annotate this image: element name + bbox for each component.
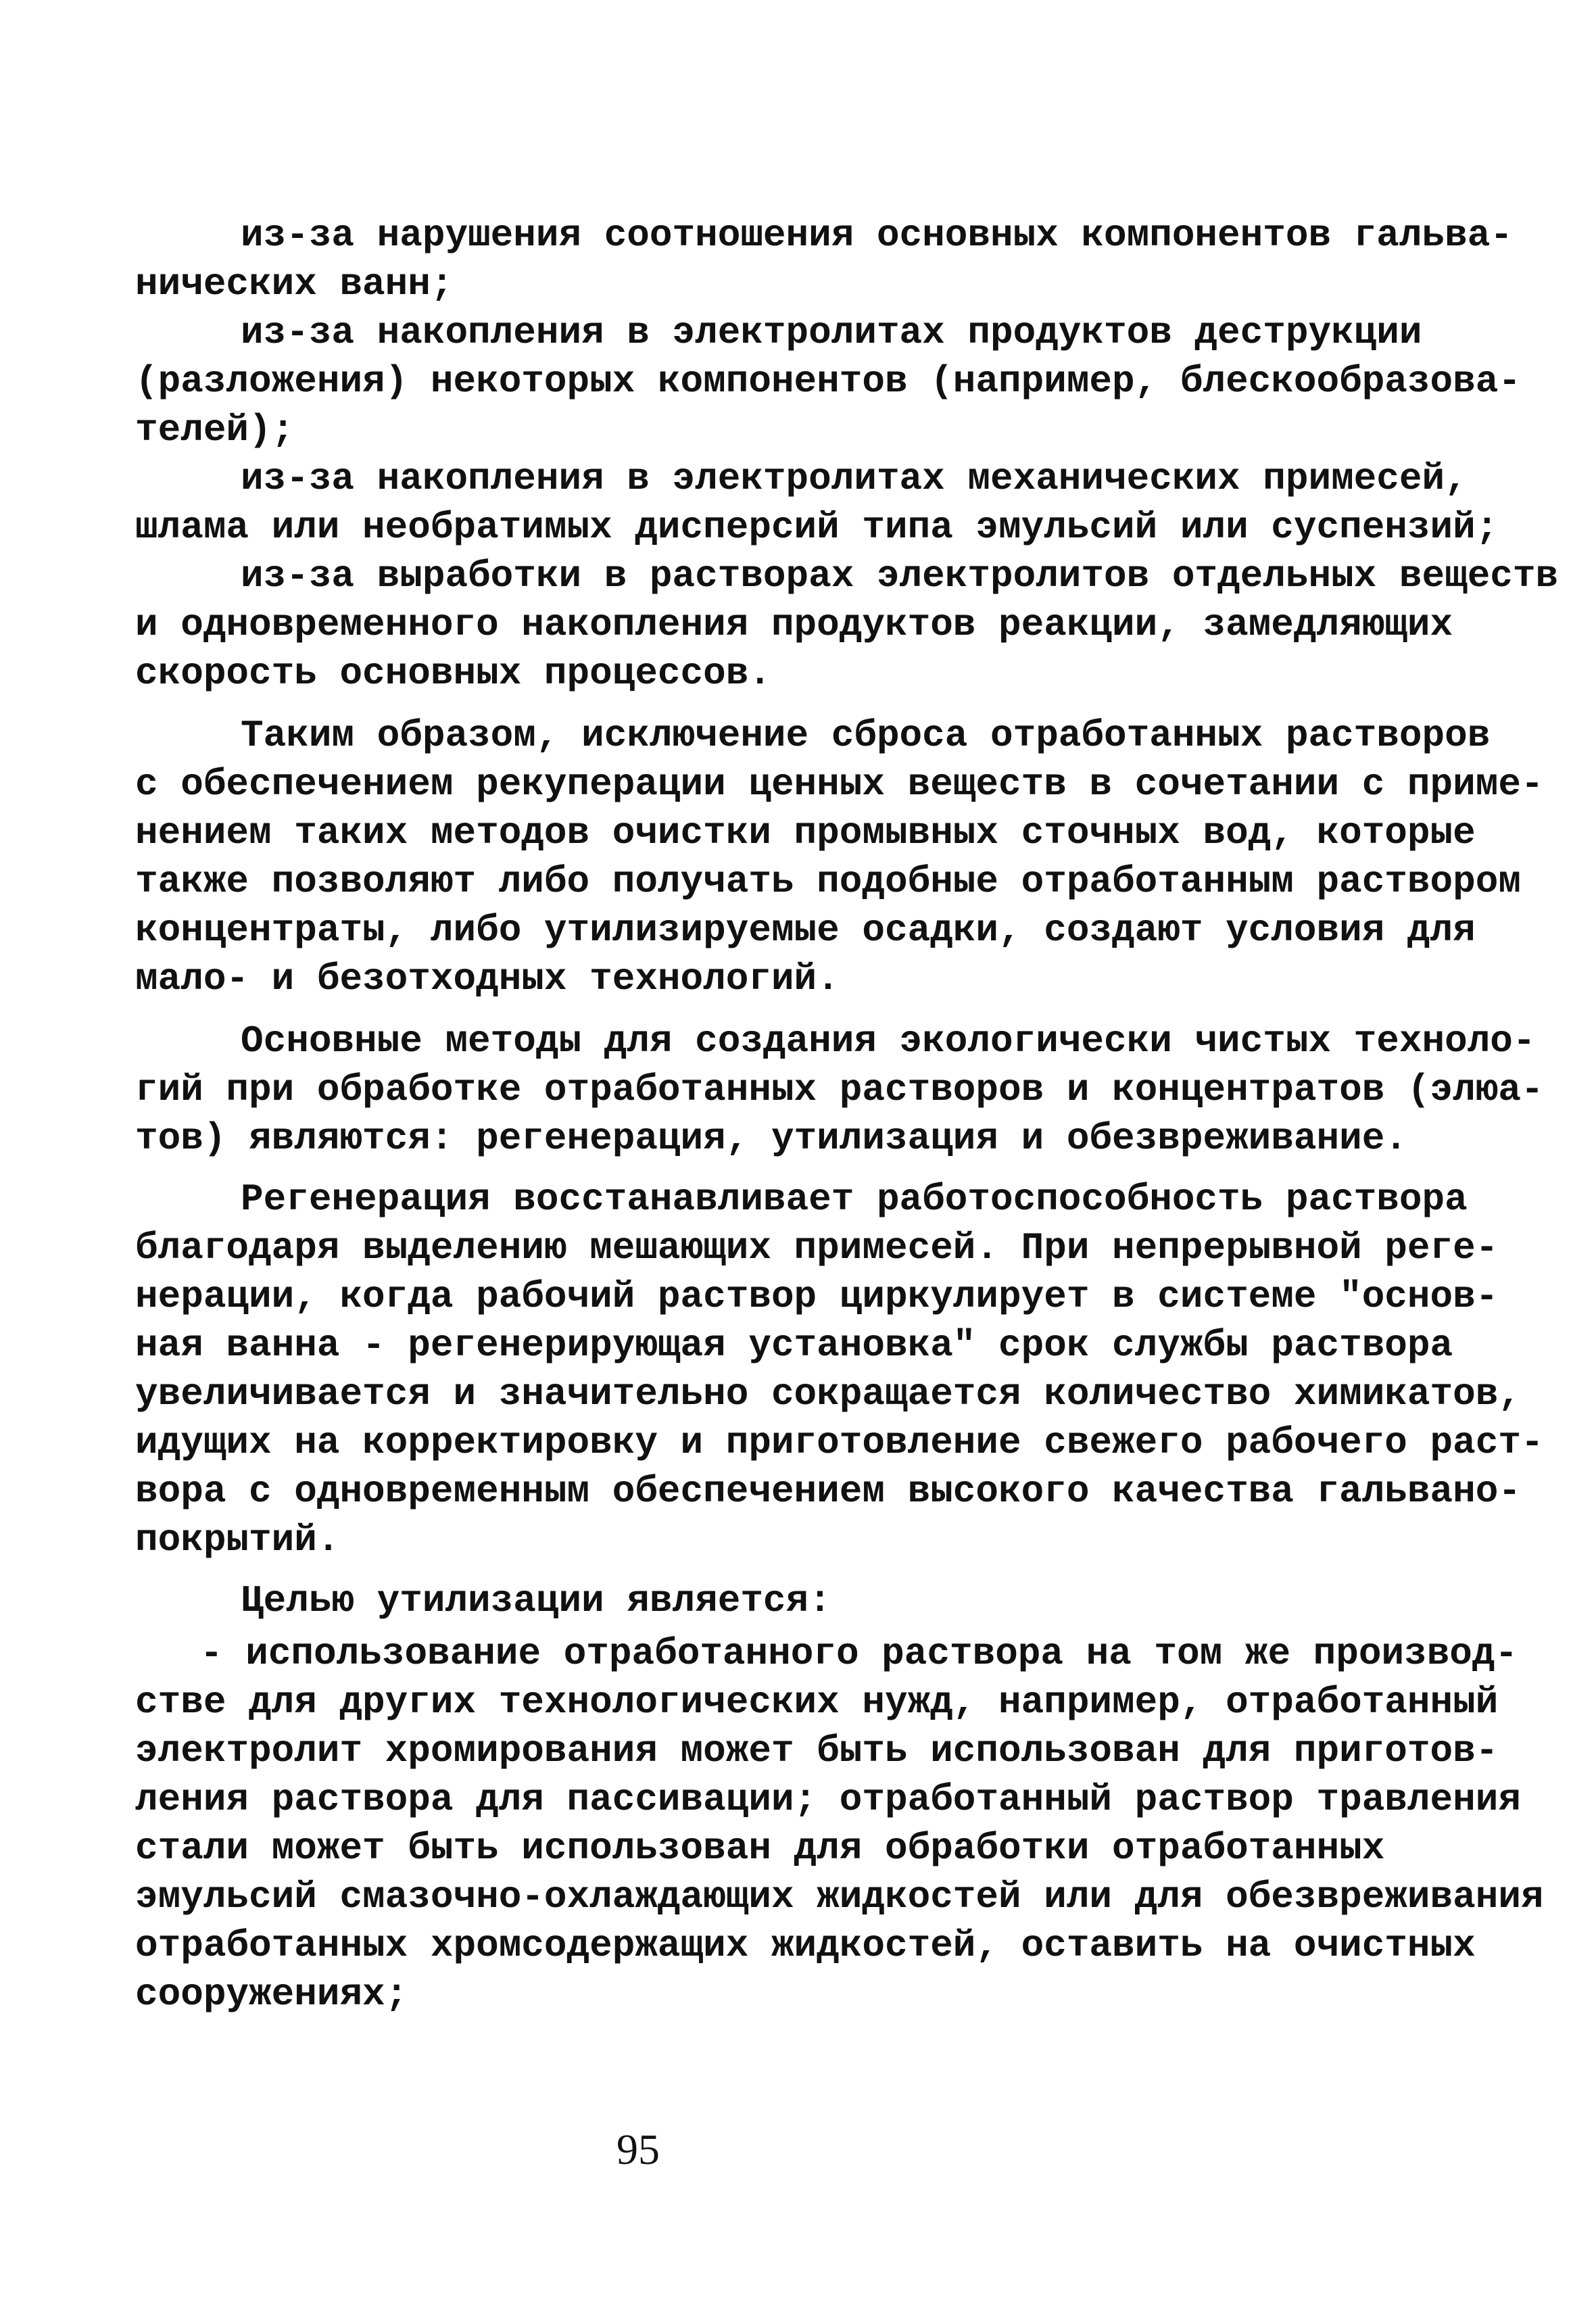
page-number: 95 [616,2125,660,2173]
text-line: идущих на корректировку и приготовление свежего рабочего раст- [135,1421,1544,1464]
text-line: стали может быть использован для обработки отработанных [135,1827,1385,1870]
text-line: тов) являются: регенерация, утилизация и обезвреживание. [135,1117,1407,1160]
text-line: концентраты, либо утилизируемые осадки, создают условия для [135,909,1476,952]
text-line: - использование отработанного раствора на том же производ- [200,1632,1518,1675]
text-line: увеличивается и значительно сокращается количество химикатов, [135,1372,1521,1416]
text-line: Регенерация восстанавливает работоспособность раствора [241,1178,1468,1221]
text-line: отработанных хромсодержащих жидкостей, оставить на очистных [135,1924,1476,1967]
text-line: нением таких методов очистки промывных сточных вод, которые [135,811,1476,854]
text-line: Таким образом, исключение сброса отработанных растворов [241,714,1491,757]
text-line: шлама или необратимых дисперсий типа эмульсий или суспензий; [135,506,1499,549]
text-line: благодаря выделению мешающих примесей. При непрерывной реге- [135,1226,1499,1270]
text-line: покрытий. [135,1518,340,1562]
text-line: ления раствора для пассивации; отработанный раствор травления [135,1778,1521,1821]
text-line: из-за нарушения соотношения основных компонентов гальва- [241,214,1513,257]
text-line: вора с одновременным обеспечением высокого качества гальвано- [135,1470,1521,1513]
text-line: мало- и безотходных технологий. [135,957,840,1000]
text-line: Целью утилизации является: [241,1579,831,1622]
text-line: из-за накопления в электролитах механических примесей, [241,457,1468,500]
text-line: электролит хромирования может быть использован для приготов- [135,1729,1499,1772]
text-line: сооружениях; [135,1973,408,2016]
text-line: нических ванн; [135,262,454,306]
text-line: из-за накопления в электролитах продуктов деструкции [241,311,1422,354]
text-line: из-за выработки в растворах электролитов отдельных веществ [241,554,1559,598]
text-line: телей); [135,408,295,452]
text-line: нерации, когда рабочий раствор циркулирует в системе "основ- [135,1275,1499,1318]
text-line: скорость основных процессов. [135,652,771,695]
text-line: стве для других технологических нужд, например, отработанный [135,1681,1499,1724]
text-line: ная ванна - регенерирующая установка" срок службы раствора [135,1324,1453,1367]
text-line: Основные методы для создания экологически чистых техноло- [241,1019,1536,1063]
text-line: (разложения) некоторых компонентов (например, блескообразова- [135,360,1521,403]
text-line: гий при обработке отработанных растворов и концентратов (элюа- [135,1068,1544,1111]
text-line: и одновременного накопления продуктов реакции, замедляющих [135,603,1453,646]
text-line: эмульсий смазочно-охлаждающих жидкостей или для обезвреживания [135,1875,1544,1919]
text-line: также позволяют либо получать подобные отработанным раствором [135,860,1521,903]
text-line: с обеспечением рекуперации ценных веществ в сочетании с приме- [135,763,1544,806]
